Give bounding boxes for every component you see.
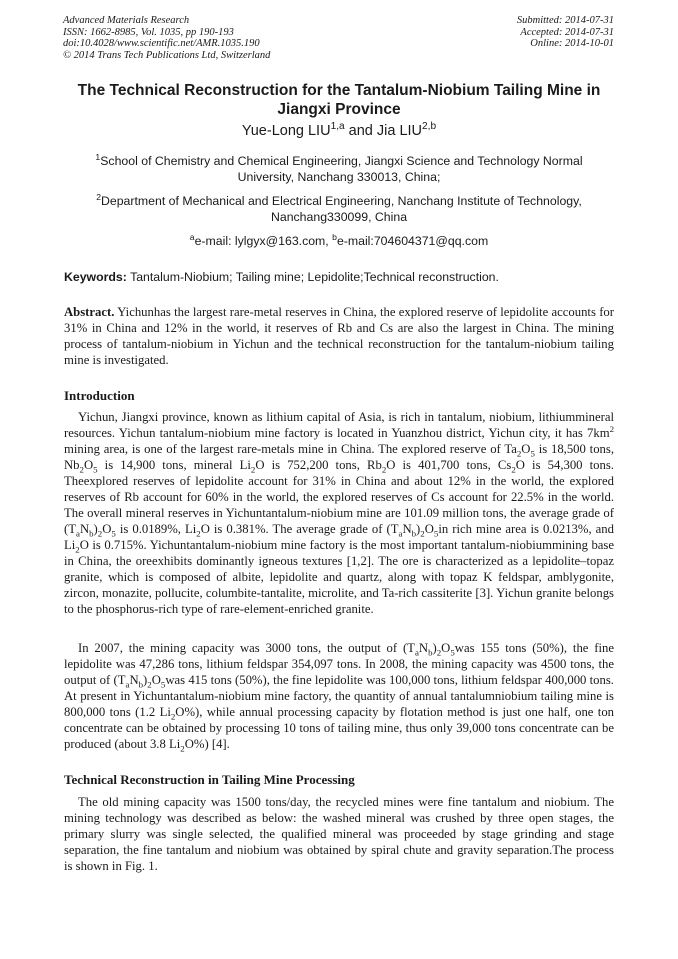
text-run: )	[416, 522, 421, 536]
text-run: N	[129, 673, 139, 687]
text-run: in rich mine area is 0.0213%, and Li	[64, 522, 614, 552]
subscript: 2	[147, 679, 152, 690]
text-run: O is 0.381%. The average grade of (T	[200, 522, 399, 536]
journal-copyright: © 2014 Trans Tech Publications Ltd, Switzerland	[63, 49, 271, 61]
text-run: mining area, is one of the largest rare-metals mine in China. The explored reserve of Ta	[64, 442, 517, 456]
text-run: N	[79, 522, 90, 536]
technical-paragraph-1: The old mining capacity was 1500 tons/day, the recycled mines were fine tantalum and niobium. The mining technology was described as below: the washed mineral was crushed by three open stages, the primary slurry was single selected, the qualified mineral was proceeded by stage grinding and stage separation, the fine tantalum and niobium was obtained by spiral chute and gravity separation.The process is shown in Fig. 1.	[64, 795, 614, 873]
subscript: 5	[93, 464, 98, 475]
subscript: 2	[170, 711, 176, 722]
section-heading-introduction: Introduction	[64, 388, 135, 403]
affiliation-1	[80, 151, 598, 185]
subscript: 2	[516, 448, 522, 459]
subscript: 5	[111, 528, 116, 539]
affiliation-1-mark: 1	[95, 151, 101, 162]
journal-header-left	[63, 15, 270, 61]
superscript: 2	[609, 423, 614, 434]
text-run: was 415 tons (50%), the fine lepidolite was 100,000 tons, lithium feldspar 400,000 tons. At present in Yichuntantalum-niobium mine factory, the quantity of annual tantalumniobium tailing mine is 800,000 tons (1.2 Li	[64, 673, 614, 719]
subscript: 2	[250, 464, 256, 475]
subscript: 5	[433, 528, 439, 539]
subscript: 2	[381, 464, 387, 475]
subscript: 5	[450, 647, 455, 658]
subscript: 5	[530, 448, 535, 459]
email-a: e-mail: lylgyx@163.com,	[194, 234, 333, 248]
text-run: )	[93, 522, 98, 536]
abstract-text: Yichunhas the largest rare-metal reserves in China, the explored reserve of lepidolite accounts for 31% in China and 12% in the world, it reserves of Rb and Cs are also the largest in China. The mining process of tantalum-niobium in Yichun and the technical reconstruction for the tantalum-niobium tailing mine is investigated.	[64, 305, 614, 367]
affiliation-2-text: Department of Mechanical and Electrical Engineering, Nanchang Institute of Technology, Nanchang330099, China	[101, 194, 582, 224]
subscript: b	[138, 679, 144, 690]
text-run: O	[102, 522, 112, 536]
subscript: a	[398, 528, 403, 539]
text-run: is 14,900 tons, mineral Li	[97, 458, 251, 472]
abstract-label: Abstract.	[64, 305, 115, 319]
affiliation-2-mark: 2	[96, 191, 101, 202]
text-run: O	[521, 442, 531, 456]
author-1-affiliation-mark: 1,a	[330, 121, 345, 133]
text-run: was 155 tons (50%), the fine lepidolite was 47,286 tons, lithium feldspar 354,097 tons. In 2008, the mining capacity was 4500 tons, the output of (T	[64, 641, 614, 687]
subscript: 2	[436, 647, 442, 658]
subscript: 2	[79, 464, 84, 475]
journal-header-right	[517, 15, 614, 50]
text-run: In 2007, the mining capacity was 3000 tons, the output of (T	[78, 641, 415, 655]
section-heading-technical-reconstruction: Technical Reconstruction in Tailing Mine Processing	[64, 772, 355, 787]
subscript: b	[89, 528, 94, 539]
subscript: a	[125, 679, 130, 690]
subscript: b	[428, 647, 433, 658]
journal-doi: doi:10.4028/www.scientific.net/AMR.1035.190	[63, 38, 260, 49]
email-b-mark: b	[332, 231, 337, 242]
accepted-date: Accepted: 2014-07-31	[520, 26, 614, 38]
text-run: O is 54,300 tons. Theexplored reserves of lepidolite account for 31% in China and about 12% in the world, the explored reserves of Rb account for 60% in the world, the explored reserves of Cs account for 22.5% in the world. The overall mineral reserves in Yichuntantalum-niobium mine are 101.09 million tons, the average grade of (T	[64, 458, 614, 536]
text-run: O is 401,700 tons, Cs	[386, 458, 512, 472]
submitted-date: Submitted: 2014-07-31	[516, 15, 614, 26]
subscript: 2	[511, 464, 516, 475]
subscript: 2	[420, 528, 425, 539]
email-line	[60, 231, 618, 249]
author-2: Jia LIU	[376, 123, 423, 139]
author-line	[60, 122, 618, 140]
journal-name: Advanced Materials Research	[63, 15, 190, 26]
text-run: O	[151, 673, 161, 687]
keywords-label: Keywords:	[64, 270, 127, 284]
abstract	[64, 304, 614, 368]
author-1: Yue-Long LIU	[241, 123, 331, 139]
text-run: O is 0.715%. Yichuntantalum-niobium mine factory is the most important tantalum-niobiummining base in China, the oreexhibits dominantly igneous textures [1,2]. The ore is characterized as a lepidolite–topaz granite, which is composed of albite, lepidolite and quartz, along with topaz K feldspar, amblygonite, zircon, monazite, pollucite, columbite-tantalite, microlite, and Ta-rich cassiterite [3]. Yichun granite belongs to the phosphorus-rich type of rare-element-enriched granite.	[64, 538, 614, 616]
text-run: is 0.0189%, Li	[115, 522, 197, 536]
text-run: O	[441, 641, 451, 655]
journal-issn: ISSN: 1662-8985, Vol. 1035, pp 190-193	[63, 26, 234, 38]
text-run: N	[418, 641, 429, 655]
text-run: Yichun, Jiangxi province, known as lithium capital of Asia, is rich in tantalum, niobium, lithiummineral resources. Yichun tantalum-niobium mine factory is located in Yuanzhou district, Yichun city, it has 7km	[64, 410, 614, 440]
keywords	[64, 270, 616, 285]
subscript: b	[411, 528, 417, 539]
text-run: O	[83, 458, 94, 472]
subscript: a	[414, 647, 419, 658]
text-run: N	[402, 522, 412, 536]
subscript: 2	[180, 743, 185, 754]
subscript: 2	[97, 528, 103, 539]
online-date: Online: 2014-10-01	[530, 38, 614, 49]
text-run: O%), while annual processing capacity by flotation method is just one half, one ton concentrate can be obtained by processing 10 tons of tailing mine, thus only 39,000 tons concentrate can be produced (about 3.8 Li	[64, 705, 615, 751]
introduction-paragraph-2	[64, 640, 614, 752]
subscript: 2	[196, 528, 201, 539]
introduction-paragraph-1	[64, 409, 614, 617]
paper-title: The Technical Reconstruction for the Tantalum-Niobium Tailing Mine in Jiangxi Province	[77, 82, 601, 118]
text-run: O	[424, 522, 434, 536]
subscript: 2	[75, 544, 80, 555]
keywords-text: Tantalum-Niobium; Tailing mine; Lepidolite;Technical reconstruction.	[126, 270, 499, 284]
affiliation-1-text: School of Chemistry and Chemical Engineering, Jiangxi Science and Technology Normal University, Nanchang 330013, China;	[100, 154, 583, 184]
email-a-mark: a	[189, 231, 195, 242]
author-connector: and	[344, 123, 377, 139]
text-run: )	[143, 673, 148, 687]
text-run: )	[432, 641, 437, 655]
subscript: a	[75, 528, 80, 539]
email-b: e-mail:704604371@qq.com	[336, 234, 489, 248]
subscript: 5	[160, 679, 166, 690]
text-run: O%) [4].	[184, 737, 230, 751]
text-run: is 18,500 tons, Nb	[64, 442, 614, 472]
author-2-affiliation-mark: 2,b	[422, 121, 437, 133]
affiliation-2	[80, 191, 598, 225]
text-run: O is 752,200 tons, Rb	[255, 458, 382, 472]
